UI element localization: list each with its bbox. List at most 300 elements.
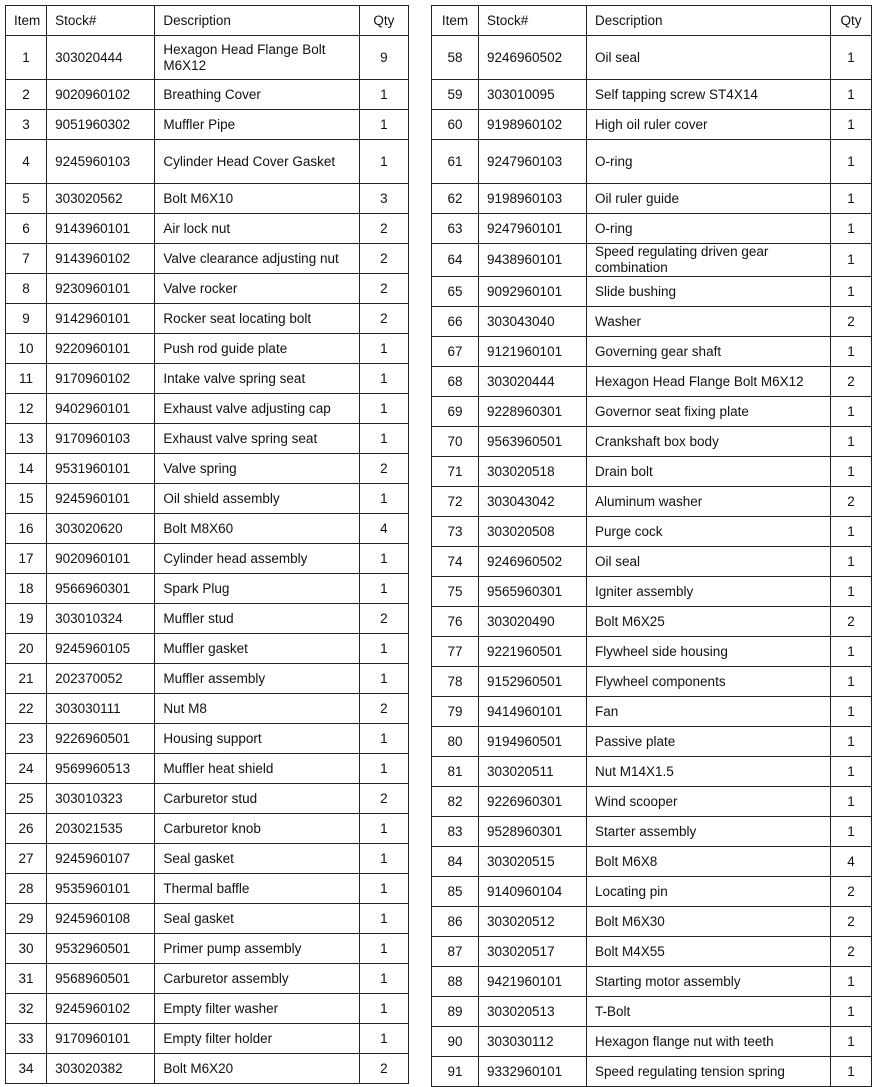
cell-item: 71	[432, 457, 479, 487]
cell-qty: 1	[831, 637, 872, 667]
cell-item: 76	[432, 607, 479, 637]
header-item: Item	[432, 6, 479, 36]
cell-stock: 9226960301	[479, 787, 587, 817]
cell-item: 21	[6, 664, 47, 694]
cell-description: Governor seat fixing plate	[587, 397, 831, 427]
cell-stock: 9092960101	[479, 277, 587, 307]
cell-stock: 203021535	[47, 814, 155, 844]
cell-qty: 2	[359, 694, 408, 724]
cell-description: Passive plate	[587, 727, 831, 757]
cell-qty: 1	[359, 904, 408, 934]
cell-stock: 303030111	[47, 694, 155, 724]
cell-stock: 9414960101	[479, 697, 587, 727]
cell-item: 33	[6, 1024, 47, 1054]
cell-description: Nut M14X1.5	[587, 757, 831, 787]
header-description: Description	[587, 6, 831, 36]
cell-item: 31	[6, 964, 47, 994]
cell-qty: 1	[359, 544, 408, 574]
table-row	[432, 36, 872, 80]
table-row	[432, 337, 872, 367]
cell-description: Seal gasket	[155, 844, 360, 874]
cell-qty: 1	[359, 874, 408, 904]
cell-stock: 9221960501	[479, 637, 587, 667]
table-row	[432, 184, 872, 214]
cell-item: 68	[432, 367, 479, 397]
cell-description: Rocker seat locating bolt	[155, 304, 360, 334]
cell-qty: 1	[359, 994, 408, 1024]
cell-qty: 1	[831, 140, 872, 184]
cell-qty: 1	[359, 484, 408, 514]
table-row	[6, 1054, 409, 1084]
cell-stock: 9531960101	[47, 454, 155, 484]
cell-description: Oil seal	[587, 36, 831, 80]
cell-qty: 1	[831, 727, 872, 757]
cell-qty: 1	[831, 244, 872, 277]
table-row	[432, 214, 872, 244]
cell-item: 11	[6, 364, 47, 394]
cell-qty: 2	[359, 604, 408, 634]
cell-item: 2	[6, 80, 47, 110]
table-row	[432, 817, 872, 847]
table-row	[6, 214, 409, 244]
cell-stock: 303020490	[479, 607, 587, 637]
cell-stock: 9020960102	[47, 80, 155, 110]
cell-description: T-Bolt	[587, 997, 831, 1027]
cell-qty: 2	[831, 367, 872, 397]
cell-description: Valve rocker	[155, 274, 360, 304]
cell-qty: 1	[831, 214, 872, 244]
cell-stock: 9563960501	[479, 427, 587, 457]
cell-stock: 9245960102	[47, 994, 155, 1024]
cell-stock: 303020620	[47, 514, 155, 544]
table-row	[432, 907, 872, 937]
cell-description: O-ring	[587, 140, 831, 184]
cell-item: 74	[432, 547, 479, 577]
cell-description: Nut M8	[155, 694, 360, 724]
cell-qty: 2	[359, 274, 408, 304]
cell-stock: 202370052	[47, 664, 155, 694]
table-row	[432, 697, 872, 727]
cell-qty: 2	[831, 307, 872, 337]
table-row	[6, 304, 409, 334]
cell-stock: 303020511	[479, 757, 587, 787]
cell-stock: 303020513	[479, 997, 587, 1027]
cell-description: Hexagon Head Flange Bolt M6X12	[155, 36, 360, 80]
cell-stock: 9230960101	[47, 274, 155, 304]
cell-item: 66	[432, 307, 479, 337]
cell-item: 12	[6, 394, 47, 424]
cell-qty: 2	[359, 1054, 408, 1084]
cell-stock: 9246960502	[479, 36, 587, 80]
cell-qty: 1	[359, 110, 408, 140]
cell-qty: 1	[359, 1024, 408, 1054]
cell-item: 9	[6, 304, 47, 334]
cell-qty: 1	[359, 814, 408, 844]
cell-description: Bolt M4X55	[587, 937, 831, 967]
table-row	[6, 754, 409, 784]
cell-item: 14	[6, 454, 47, 484]
table-row	[432, 727, 872, 757]
table-row	[432, 877, 872, 907]
cell-description: Intake valve spring seat	[155, 364, 360, 394]
cell-qty: 2	[359, 244, 408, 274]
table-row	[432, 1027, 872, 1057]
cell-stock: 9245960101	[47, 484, 155, 514]
cell-item: 32	[6, 994, 47, 1024]
cell-qty: 1	[359, 724, 408, 754]
cell-qty: 1	[359, 394, 408, 424]
header-stock: Stock#	[47, 6, 155, 36]
cell-qty: 2	[831, 877, 872, 907]
cell-description: Housing support	[155, 724, 360, 754]
cell-item: 62	[432, 184, 479, 214]
cell-description: Bolt M6X20	[155, 1054, 360, 1084]
cell-item: 59	[432, 80, 479, 110]
cell-description: Oil shield assembly	[155, 484, 360, 514]
cell-qty: 1	[359, 424, 408, 454]
cell-item: 61	[432, 140, 479, 184]
cell-description: Muffler Pipe	[155, 110, 360, 140]
cell-item: 79	[432, 697, 479, 727]
cell-description: Muffler assembly	[155, 664, 360, 694]
cell-stock: 303020508	[479, 517, 587, 547]
cell-item: 16	[6, 514, 47, 544]
table-row	[432, 997, 872, 1027]
cell-stock: 303043040	[479, 307, 587, 337]
cell-qty: 1	[831, 1027, 872, 1057]
cell-item: 10	[6, 334, 47, 364]
cell-qty: 1	[831, 277, 872, 307]
cell-qty: 1	[359, 140, 408, 184]
cell-stock: 9569960513	[47, 754, 155, 784]
parts-table-right	[431, 5, 872, 1087]
cell-item: 73	[432, 517, 479, 547]
cell-stock: 9402960101	[47, 394, 155, 424]
table-row	[432, 1057, 872, 1087]
cell-description: High oil ruler cover	[587, 110, 831, 140]
cell-stock: 9245960107	[47, 844, 155, 874]
cell-description: O-ring	[587, 214, 831, 244]
table-row	[6, 514, 409, 544]
cell-qty: 2	[359, 214, 408, 244]
table-row	[432, 140, 872, 184]
cell-item: 86	[432, 907, 479, 937]
table-row	[432, 427, 872, 457]
cell-item: 23	[6, 724, 47, 754]
table-row	[432, 517, 872, 547]
cell-qty: 9	[359, 36, 408, 80]
cell-description: Carburetor stud	[155, 784, 360, 814]
table-row	[6, 454, 409, 484]
header-row	[6, 6, 409, 36]
cell-stock: 303020518	[479, 457, 587, 487]
cell-stock: 9245960108	[47, 904, 155, 934]
cell-item: 28	[6, 874, 47, 904]
cell-description: Slide bushing	[587, 277, 831, 307]
cell-item: 26	[6, 814, 47, 844]
table-row	[6, 140, 409, 184]
cell-qty: 1	[359, 844, 408, 874]
cell-description: Empty filter holder	[155, 1024, 360, 1054]
cell-stock: 303010323	[47, 784, 155, 814]
cell-item: 4	[6, 140, 47, 184]
table-row	[432, 307, 872, 337]
cell-stock: 9152960501	[479, 667, 587, 697]
cell-stock: 9194960501	[479, 727, 587, 757]
table-row	[6, 994, 409, 1024]
table-row	[6, 110, 409, 140]
table-row	[6, 694, 409, 724]
cell-description: Hexagon Head Flange Bolt M6X12	[587, 367, 831, 397]
cell-item: 80	[432, 727, 479, 757]
cell-item: 22	[6, 694, 47, 724]
table-row	[6, 544, 409, 574]
table-row	[6, 1024, 409, 1054]
cell-stock: 9535960101	[47, 874, 155, 904]
cell-item: 67	[432, 337, 479, 367]
cell-item: 5	[6, 184, 47, 214]
cell-item: 87	[432, 937, 479, 967]
cell-item: 72	[432, 487, 479, 517]
table-row	[6, 484, 409, 514]
table-row	[432, 397, 872, 427]
cell-stock: 9247960103	[479, 140, 587, 184]
table-row	[432, 757, 872, 787]
table-row	[6, 184, 409, 214]
cell-item: 34	[6, 1054, 47, 1084]
table-row	[6, 874, 409, 904]
cell-item: 81	[432, 757, 479, 787]
cell-item: 89	[432, 997, 479, 1027]
table-row	[6, 80, 409, 110]
cell-stock: 9051960302	[47, 110, 155, 140]
cell-description: Valve spring	[155, 454, 360, 484]
cell-item: 90	[432, 1027, 479, 1057]
cell-qty: 2	[359, 304, 408, 334]
cell-item: 24	[6, 754, 47, 784]
cell-qty: 1	[831, 427, 872, 457]
cell-description: Push rod guide plate	[155, 334, 360, 364]
cell-qty: 1	[831, 757, 872, 787]
cell-description: Flywheel side housing	[587, 637, 831, 667]
cell-description: Locating pin	[587, 877, 831, 907]
table-row	[6, 814, 409, 844]
table-row	[432, 80, 872, 110]
cell-qty: 1	[831, 337, 872, 367]
cell-stock: 303020562	[47, 184, 155, 214]
cell-qty: 2	[831, 487, 872, 517]
header-row	[432, 6, 872, 36]
cell-item: 13	[6, 424, 47, 454]
cell-description: Purge cock	[587, 517, 831, 547]
cell-stock: 303030112	[479, 1027, 587, 1057]
cell-qty: 1	[831, 577, 872, 607]
table-row	[6, 904, 409, 934]
cell-description: Oil ruler guide	[587, 184, 831, 214]
cell-description: Carburetor knob	[155, 814, 360, 844]
cell-item: 7	[6, 244, 47, 274]
table-row	[6, 394, 409, 424]
cell-item: 85	[432, 877, 479, 907]
cell-item: 82	[432, 787, 479, 817]
cell-description: Self tapping screw ST4X14	[587, 80, 831, 110]
parts-table-left	[5, 5, 409, 1084]
cell-item: 27	[6, 844, 47, 874]
cell-qty: 2	[831, 607, 872, 637]
cell-item: 64	[432, 244, 479, 277]
cell-item: 20	[6, 634, 47, 664]
table-row	[6, 334, 409, 364]
cell-qty: 1	[831, 667, 872, 697]
cell-stock: 9568960501	[47, 964, 155, 994]
cell-description: Exhaust valve adjusting cap	[155, 394, 360, 424]
header-qty: Qty	[831, 6, 872, 36]
cell-stock: 9170960103	[47, 424, 155, 454]
cell-item: 1	[6, 36, 47, 80]
table-row	[6, 36, 409, 80]
cell-item: 29	[6, 904, 47, 934]
cell-qty: 1	[831, 517, 872, 547]
cell-description: Breathing Cover	[155, 80, 360, 110]
table-row	[432, 607, 872, 637]
cell-item: 91	[432, 1057, 479, 1087]
cell-description: Exhaust valve spring seat	[155, 424, 360, 454]
cell-qty: 1	[831, 547, 872, 577]
table-row	[432, 847, 872, 877]
header-qty: Qty	[359, 6, 408, 36]
cell-description: Cylinder head assembly	[155, 544, 360, 574]
cell-stock: 9245960103	[47, 140, 155, 184]
cell-stock: 9121960101	[479, 337, 587, 367]
cell-qty: 1	[359, 664, 408, 694]
cell-description: Starting motor assembly	[587, 967, 831, 997]
cell-stock: 303020515	[479, 847, 587, 877]
cell-stock: 303010095	[479, 80, 587, 110]
cell-description: Muffler gasket	[155, 634, 360, 664]
cell-stock: 9020960101	[47, 544, 155, 574]
table-row	[432, 547, 872, 577]
table-row	[6, 724, 409, 754]
cell-stock: 9142960101	[47, 304, 155, 334]
table-row	[432, 937, 872, 967]
cell-description: Spark Plug	[155, 574, 360, 604]
cell-description: Drain bolt	[587, 457, 831, 487]
cell-qty: 3	[359, 184, 408, 214]
table-row	[6, 964, 409, 994]
table-row	[6, 274, 409, 304]
cell-qty: 1	[831, 184, 872, 214]
cell-stock: 9565960301	[479, 577, 587, 607]
cell-description: Thermal baffle	[155, 874, 360, 904]
table-row	[432, 667, 872, 697]
cell-stock: 303020444	[479, 367, 587, 397]
cell-qty: 1	[831, 967, 872, 997]
cell-item: 8	[6, 274, 47, 304]
cell-description: Starter assembly	[587, 817, 831, 847]
cell-qty: 1	[359, 634, 408, 664]
table-row	[432, 277, 872, 307]
cell-item: 3	[6, 110, 47, 140]
cell-item: 77	[432, 637, 479, 667]
cell-description: Bolt M6X30	[587, 907, 831, 937]
cell-item: 60	[432, 110, 479, 140]
cell-stock: 9532960501	[47, 934, 155, 964]
cell-stock: 303020512	[479, 907, 587, 937]
cell-qty: 1	[359, 934, 408, 964]
cell-qty: 1	[359, 364, 408, 394]
cell-item: 6	[6, 214, 47, 244]
table-row	[432, 787, 872, 817]
cell-description: Fan	[587, 697, 831, 727]
cell-qty: 2	[831, 907, 872, 937]
cell-qty: 2	[831, 937, 872, 967]
cell-description: Empty filter washer	[155, 994, 360, 1024]
cell-stock: 9245960105	[47, 634, 155, 664]
cell-item: 15	[6, 484, 47, 514]
cell-qty: 1	[831, 1057, 872, 1087]
cell-item: 84	[432, 847, 479, 877]
cell-description: Bolt M8X60	[155, 514, 360, 544]
cell-stock: 9566960301	[47, 574, 155, 604]
cell-description: Seal gasket	[155, 904, 360, 934]
cell-item: 17	[6, 544, 47, 574]
cell-qty: 1	[831, 110, 872, 140]
table-row	[432, 577, 872, 607]
cell-stock: 9247960101	[479, 214, 587, 244]
cell-description: Valve clearance adjusting nut	[155, 244, 360, 274]
cell-description: Muffler stud	[155, 604, 360, 634]
cell-description: Bolt M6X25	[587, 607, 831, 637]
cell-stock: 303043042	[479, 487, 587, 517]
cell-item: 30	[6, 934, 47, 964]
header-item: Item	[6, 6, 47, 36]
cell-item: 65	[432, 277, 479, 307]
cell-description: Hexagon flange nut with teeth	[587, 1027, 831, 1057]
cell-stock: 9438960101	[479, 244, 587, 277]
cell-stock: 9246960502	[479, 547, 587, 577]
cell-qty: 1	[359, 754, 408, 784]
table-row	[6, 634, 409, 664]
header-stock: Stock#	[479, 6, 587, 36]
cell-stock: 9170960101	[47, 1024, 155, 1054]
cell-stock: 9140960104	[479, 877, 587, 907]
cell-description: Governing gear shaft	[587, 337, 831, 367]
table-row	[432, 637, 872, 667]
cell-qty: 1	[831, 697, 872, 727]
table-row	[6, 424, 409, 454]
cell-description: Washer	[587, 307, 831, 337]
cell-qty: 4	[359, 514, 408, 544]
cell-description: Muffler heat shield	[155, 754, 360, 784]
cell-item: 78	[432, 667, 479, 697]
cell-description: Wind scooper	[587, 787, 831, 817]
cell-description: Carburetor assembly	[155, 964, 360, 994]
cell-item: 19	[6, 604, 47, 634]
cell-description: Speed regulating driven gear combination	[587, 244, 831, 277]
table-row	[6, 364, 409, 394]
cell-qty: 1	[831, 80, 872, 110]
table-row	[6, 574, 409, 604]
cell-qty: 2	[359, 454, 408, 484]
cell-description: Aluminum washer	[587, 487, 831, 517]
cell-description: Igniter assembly	[587, 577, 831, 607]
cell-stock: 9143960102	[47, 244, 155, 274]
cell-description: Bolt M6X10	[155, 184, 360, 214]
cell-description: Oil seal	[587, 547, 831, 577]
cell-description: Air lock nut	[155, 214, 360, 244]
cell-stock: 303020517	[479, 937, 587, 967]
cell-description: Primer pump assembly	[155, 934, 360, 964]
